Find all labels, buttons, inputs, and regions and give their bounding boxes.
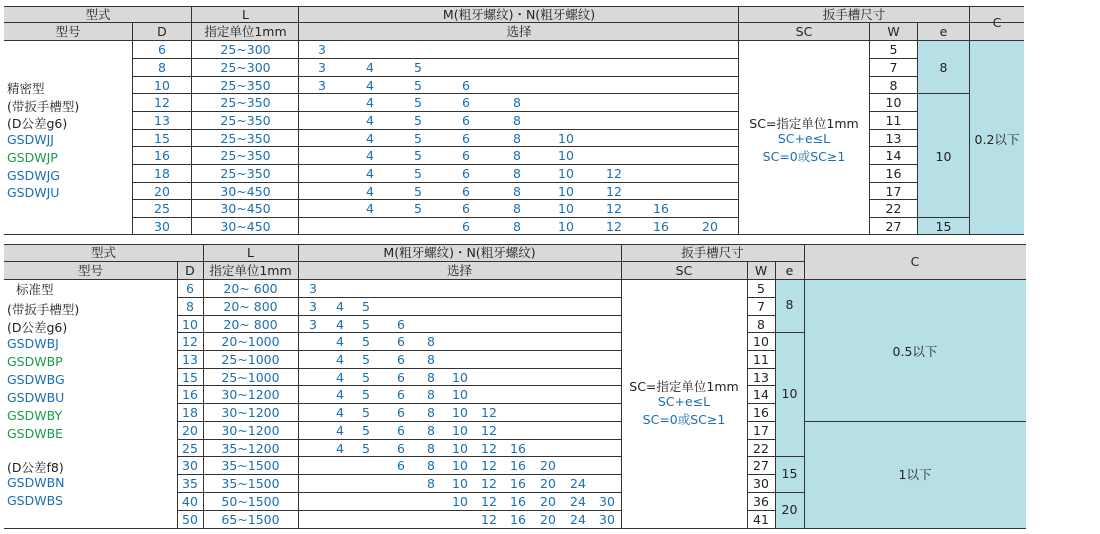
- w-value: 8: [889, 78, 898, 93]
- e-value: 20: [781, 502, 798, 517]
- thread-size: 4: [366, 201, 374, 216]
- thread-size: 3: [318, 60, 326, 75]
- d-value: 6: [158, 42, 166, 57]
- hdr-wrench: 扳手槽尺寸: [681, 245, 744, 260]
- thread-size: 3: [309, 281, 317, 296]
- thread-size: 6: [462, 78, 470, 93]
- w-value: 14: [753, 387, 769, 402]
- e-value: 10: [781, 386, 798, 401]
- thread-size: 24: [570, 494, 586, 509]
- thread-size: 3: [309, 317, 317, 332]
- thread-size: 12: [481, 494, 497, 509]
- thread-size: 5: [362, 334, 370, 349]
- thread-size: 6: [397, 370, 405, 385]
- thread-size: 10: [452, 441, 468, 456]
- thread-size: 4: [336, 441, 344, 456]
- hdr-e: e: [939, 24, 948, 39]
- d-value: 16: [154, 148, 170, 163]
- sc-text: SC=指定单位1mm: [749, 116, 859, 131]
- thread-size: 20: [540, 476, 556, 491]
- w-value: 41: [753, 512, 769, 527]
- thread-size: 4: [366, 166, 374, 181]
- thread-size: 4: [366, 60, 374, 75]
- thread-size: 6: [397, 405, 405, 420]
- thread-size: 12: [481, 405, 497, 420]
- type-label: (D公差f8): [7, 460, 64, 475]
- thread-size: 20: [540, 458, 556, 473]
- l-range: 30~450: [220, 219, 271, 234]
- thread-size: 6: [397, 317, 405, 332]
- thread-size: 8: [513, 166, 521, 181]
- w-value: 27: [885, 219, 902, 234]
- thread-size: 10: [558, 219, 574, 234]
- l-range: 35~1200: [221, 441, 280, 456]
- d-value: 25: [182, 441, 198, 456]
- thread-size: 16: [653, 201, 669, 216]
- thread-size: 3: [318, 42, 326, 57]
- sc-text: SC+e≤L: [657, 394, 711, 409]
- precision-table: [4, 6, 1024, 235]
- sc-text: SC+e≤L: [777, 131, 831, 146]
- thread-size: 4: [366, 78, 374, 93]
- thread-size: 10: [452, 370, 468, 385]
- w-value: 5: [889, 42, 898, 57]
- l-range: 35~1500: [221, 458, 280, 473]
- e-value: 10: [935, 149, 952, 164]
- l-range: 25~300: [220, 42, 271, 57]
- e-value: 15: [935, 219, 952, 234]
- thread-size: 12: [606, 166, 622, 181]
- w-value: 36: [753, 494, 769, 509]
- l-range: 20~1000: [221, 334, 280, 349]
- thread-size: 12: [481, 458, 497, 473]
- type-label: (带扳手槽型): [7, 99, 80, 114]
- l-range: 30~1200: [221, 423, 280, 438]
- thread-size: 12: [606, 201, 622, 216]
- w-value: 27: [753, 458, 769, 473]
- hdr-xinghao: 型号: [55, 24, 81, 39]
- model-code: GSDWJG: [7, 168, 60, 183]
- thread-size: 10: [558, 184, 574, 199]
- thread-size: 6: [462, 166, 470, 181]
- w-value: 7: [889, 60, 898, 75]
- thread-size: 6: [462, 184, 470, 199]
- w-value: 16: [753, 405, 769, 420]
- thread-size: 10: [558, 166, 574, 181]
- thread-size: 5: [362, 405, 370, 420]
- thread-size: 8: [427, 476, 435, 491]
- w-value: 17: [885, 184, 902, 199]
- thread-size: 10: [558, 201, 574, 216]
- l-range: 25~350: [220, 131, 271, 146]
- model-code: GSDWBE: [7, 426, 64, 441]
- thread-size: 8: [513, 131, 521, 146]
- hdr-Lunit: 指定单位1mm: [204, 24, 287, 39]
- l-range: 25~1000: [221, 370, 280, 385]
- hdr-SC: SC: [675, 263, 693, 278]
- thread-size: 24: [570, 512, 586, 527]
- d-value: 8: [186, 299, 194, 314]
- thread-size: 5: [414, 60, 422, 75]
- w-value: 16: [885, 166, 902, 181]
- hdr-C: C: [992, 15, 1002, 30]
- thread-size: 8: [427, 334, 435, 349]
- thread-size: 5: [362, 370, 370, 385]
- thread-size: 4: [336, 387, 344, 402]
- type-label: 精密型: [7, 81, 45, 96]
- l-range: 30~450: [220, 184, 271, 199]
- thread-size: 6: [462, 219, 470, 234]
- thread-size: 10: [452, 476, 468, 491]
- thread-size: 10: [452, 387, 468, 402]
- thread-size: 4: [366, 148, 374, 163]
- thread-size: 8: [513, 95, 521, 110]
- thread-size: 5: [414, 184, 422, 199]
- hdr-SC: SC: [795, 24, 813, 39]
- thread-size: 5: [362, 387, 370, 402]
- d-value: 6: [186, 281, 194, 296]
- l-range: 30~1200: [221, 387, 280, 402]
- model-code: GSDWJP: [7, 150, 58, 165]
- w-value: 5: [757, 281, 765, 296]
- d-value: 35: [182, 476, 198, 491]
- sc-text: SC=0或SC≥1: [642, 412, 726, 427]
- hdr-D: D: [157, 24, 167, 39]
- thread-size: 4: [366, 184, 374, 199]
- thread-size: 6: [462, 95, 470, 110]
- d-value: 13: [154, 113, 170, 128]
- l-range: 30~450: [220, 201, 271, 216]
- w-value: 30: [753, 476, 769, 491]
- standard-table: [4, 244, 1026, 529]
- thread-size: 16: [510, 494, 526, 509]
- thread-size: 5: [362, 352, 370, 367]
- thread-size: 6: [397, 458, 405, 473]
- thread-size: 8: [427, 458, 435, 473]
- w-value: 22: [885, 201, 902, 216]
- thread-size: 8: [513, 201, 521, 216]
- type-label: (带扳手槽型): [7, 302, 80, 317]
- thread-size: 3: [318, 78, 326, 93]
- model-code: GSDWJU: [7, 185, 60, 200]
- thread-size: 6: [397, 423, 405, 438]
- thread-size: 12: [481, 441, 497, 456]
- l-range: 25~350: [220, 148, 271, 163]
- thread-size: 10: [452, 458, 468, 473]
- thread-size: 5: [414, 166, 422, 181]
- w-value: 13: [753, 370, 769, 385]
- thread-size: 8: [513, 148, 521, 163]
- d-value: 30: [182, 458, 198, 473]
- l-range: 25~350: [220, 113, 271, 128]
- w-value: 11: [885, 113, 902, 128]
- thread-size: 20: [540, 494, 556, 509]
- model-code: GSDWJJ: [7, 132, 54, 147]
- thread-size: 4: [366, 131, 374, 146]
- model-code: GSDWBJ: [7, 336, 59, 351]
- l-range: 50~1500: [221, 494, 280, 509]
- thread-size: 6: [397, 441, 405, 456]
- l-range: 25~300: [220, 60, 271, 75]
- thread-size: 4: [336, 334, 344, 349]
- hdr-xingshi: 型式: [90, 245, 116, 260]
- model-code: GSDWBN: [7, 475, 65, 490]
- l-range: 25~350: [220, 78, 271, 93]
- thread-size: 12: [606, 184, 622, 199]
- thread-size: 12: [481, 512, 497, 527]
- d-value: 18: [154, 166, 170, 181]
- thread-size: 8: [427, 441, 435, 456]
- hdr-xingshi: 型式: [85, 7, 111, 22]
- d-value: 8: [158, 60, 166, 75]
- hdr-D: D: [185, 263, 195, 278]
- thread-size: 4: [336, 405, 344, 420]
- w-value: 14: [885, 148, 902, 163]
- thread-size: 10: [452, 423, 468, 438]
- thread-size: 4: [366, 95, 374, 110]
- type-label: (D公差g6): [7, 320, 68, 335]
- thread-size: 16: [510, 441, 526, 456]
- d-value: 16: [182, 387, 198, 402]
- d-value: 12: [154, 95, 170, 110]
- d-value: 25: [154, 201, 170, 216]
- thread-size: 20: [540, 512, 556, 527]
- thread-size: 5: [414, 131, 422, 146]
- thread-size: 8: [427, 423, 435, 438]
- thread-size: 6: [462, 148, 470, 163]
- thread-size: 8: [513, 113, 521, 128]
- hdr-W: W: [887, 24, 900, 39]
- thread-size: 10: [452, 405, 468, 420]
- c-value: 0.5以下: [892, 344, 938, 359]
- thread-size: 5: [414, 95, 422, 110]
- thread-size: 4: [336, 423, 344, 438]
- model-code: GSDWBP: [7, 354, 63, 369]
- thread-size: 4: [336, 317, 344, 332]
- thread-size: 5: [414, 148, 422, 163]
- thread-size: 8: [513, 219, 521, 234]
- w-value: 13: [885, 131, 902, 146]
- thread-size: 6: [462, 131, 470, 146]
- l-range: 30~1200: [221, 405, 280, 420]
- thread-size: 16: [510, 458, 526, 473]
- l-range: 20~ 600: [223, 281, 278, 296]
- w-value: 7: [757, 299, 765, 314]
- thread-size: 8: [427, 405, 435, 420]
- thread-size: 8: [427, 370, 435, 385]
- thread-size: 12: [481, 423, 497, 438]
- type-label: (D公差g6): [7, 116, 68, 131]
- l-range: 25~1000: [221, 352, 280, 367]
- thread-size: 10: [558, 131, 574, 146]
- thread-size: 8: [427, 387, 435, 402]
- hdr-mn: M(粗牙螺纹)・N(粗牙螺纹): [383, 245, 536, 260]
- thread-size: 30: [599, 494, 615, 509]
- thread-size: 12: [481, 476, 497, 491]
- w-value: 10: [885, 95, 902, 110]
- thread-size: 10: [558, 148, 574, 163]
- thread-size: 3: [309, 299, 317, 314]
- thread-size: 12: [606, 219, 622, 234]
- hdr-L: L: [247, 245, 254, 260]
- thread-size: 10: [452, 494, 468, 509]
- hdr-C: C: [910, 254, 920, 269]
- hdr-wrench: 扳手槽尺寸: [822, 7, 886, 22]
- thread-size: 8: [513, 184, 521, 199]
- d-value: 10: [154, 78, 170, 93]
- model-code: GSDWBU: [7, 390, 65, 405]
- thread-size: 8: [427, 352, 435, 367]
- thread-size: 24: [570, 476, 586, 491]
- thread-size: 4: [366, 113, 374, 128]
- l-range: 65~1500: [221, 512, 280, 527]
- thread-size: 6: [397, 334, 405, 349]
- model-code: GSDWBS: [7, 493, 63, 508]
- thread-size: 5: [362, 317, 370, 332]
- hdr-select: 选择: [506, 24, 532, 39]
- c-value: 1以下: [898, 467, 932, 482]
- hdr-W: W: [754, 263, 768, 278]
- thread-size: 4: [336, 299, 344, 314]
- hdr-xinghao: 型号: [77, 263, 103, 278]
- thread-size: 16: [510, 512, 526, 527]
- sc-text: SC=0或SC≥1: [762, 149, 846, 164]
- thread-size: 5: [414, 201, 422, 216]
- l-range: 20~ 800: [223, 299, 278, 314]
- model-code: GSDWBG: [7, 372, 65, 387]
- w-value: 17: [753, 423, 769, 438]
- thread-size: 4: [336, 352, 344, 367]
- e-value: 8: [785, 297, 794, 312]
- w-value: 22: [753, 441, 769, 456]
- d-value: 50: [182, 512, 198, 527]
- sc-text: SC=指定单位1mm: [629, 379, 739, 394]
- l-range: 25~350: [220, 166, 271, 181]
- l-range: 35~1500: [221, 476, 280, 491]
- e-value: 15: [781, 466, 798, 481]
- thread-size: 5: [362, 441, 370, 456]
- d-value: 30: [154, 219, 170, 234]
- d-value: 18: [182, 405, 198, 420]
- d-value: 15: [182, 370, 198, 385]
- thread-size: 6: [397, 387, 405, 402]
- c-value: 0.2以下: [974, 132, 1020, 147]
- e-value: 8: [939, 60, 948, 75]
- d-value: 10: [182, 317, 198, 332]
- hdr-mn: M(粗牙螺纹)・N(粗牙螺纹): [442, 7, 596, 22]
- type-label: 标准型: [16, 282, 54, 297]
- d-value: 20: [154, 184, 170, 199]
- w-value: 11: [753, 352, 769, 367]
- thread-size: 4: [336, 370, 344, 385]
- l-range: 25~350: [220, 95, 271, 110]
- hdr-e: e: [785, 263, 794, 278]
- d-value: 12: [182, 334, 198, 349]
- hdr-L: L: [242, 7, 249, 22]
- thread-size: 5: [362, 423, 370, 438]
- d-value: 13: [182, 352, 198, 367]
- thread-size: 16: [653, 219, 669, 234]
- thread-size: 20: [702, 219, 718, 234]
- l-range: 20~ 800: [223, 317, 278, 332]
- thread-size: 30: [599, 512, 615, 527]
- hdr-Lunit: 指定单位1mm: [209, 263, 292, 278]
- model-code: GSDWBY: [7, 408, 63, 423]
- w-value: 8: [757, 317, 765, 332]
- hdr-select: 选择: [446, 263, 472, 278]
- thread-size: 5: [414, 113, 422, 128]
- thread-size: 6: [397, 352, 405, 367]
- thread-size: 6: [462, 201, 470, 216]
- thread-size: 6: [462, 113, 470, 128]
- thread-size: 5: [414, 78, 422, 93]
- d-value: 15: [154, 131, 170, 146]
- w-value: 10: [753, 334, 769, 349]
- thread-size: 16: [510, 476, 526, 491]
- d-value: 20: [182, 423, 198, 438]
- d-value: 40: [182, 494, 198, 509]
- thread-size: 5: [362, 299, 370, 314]
